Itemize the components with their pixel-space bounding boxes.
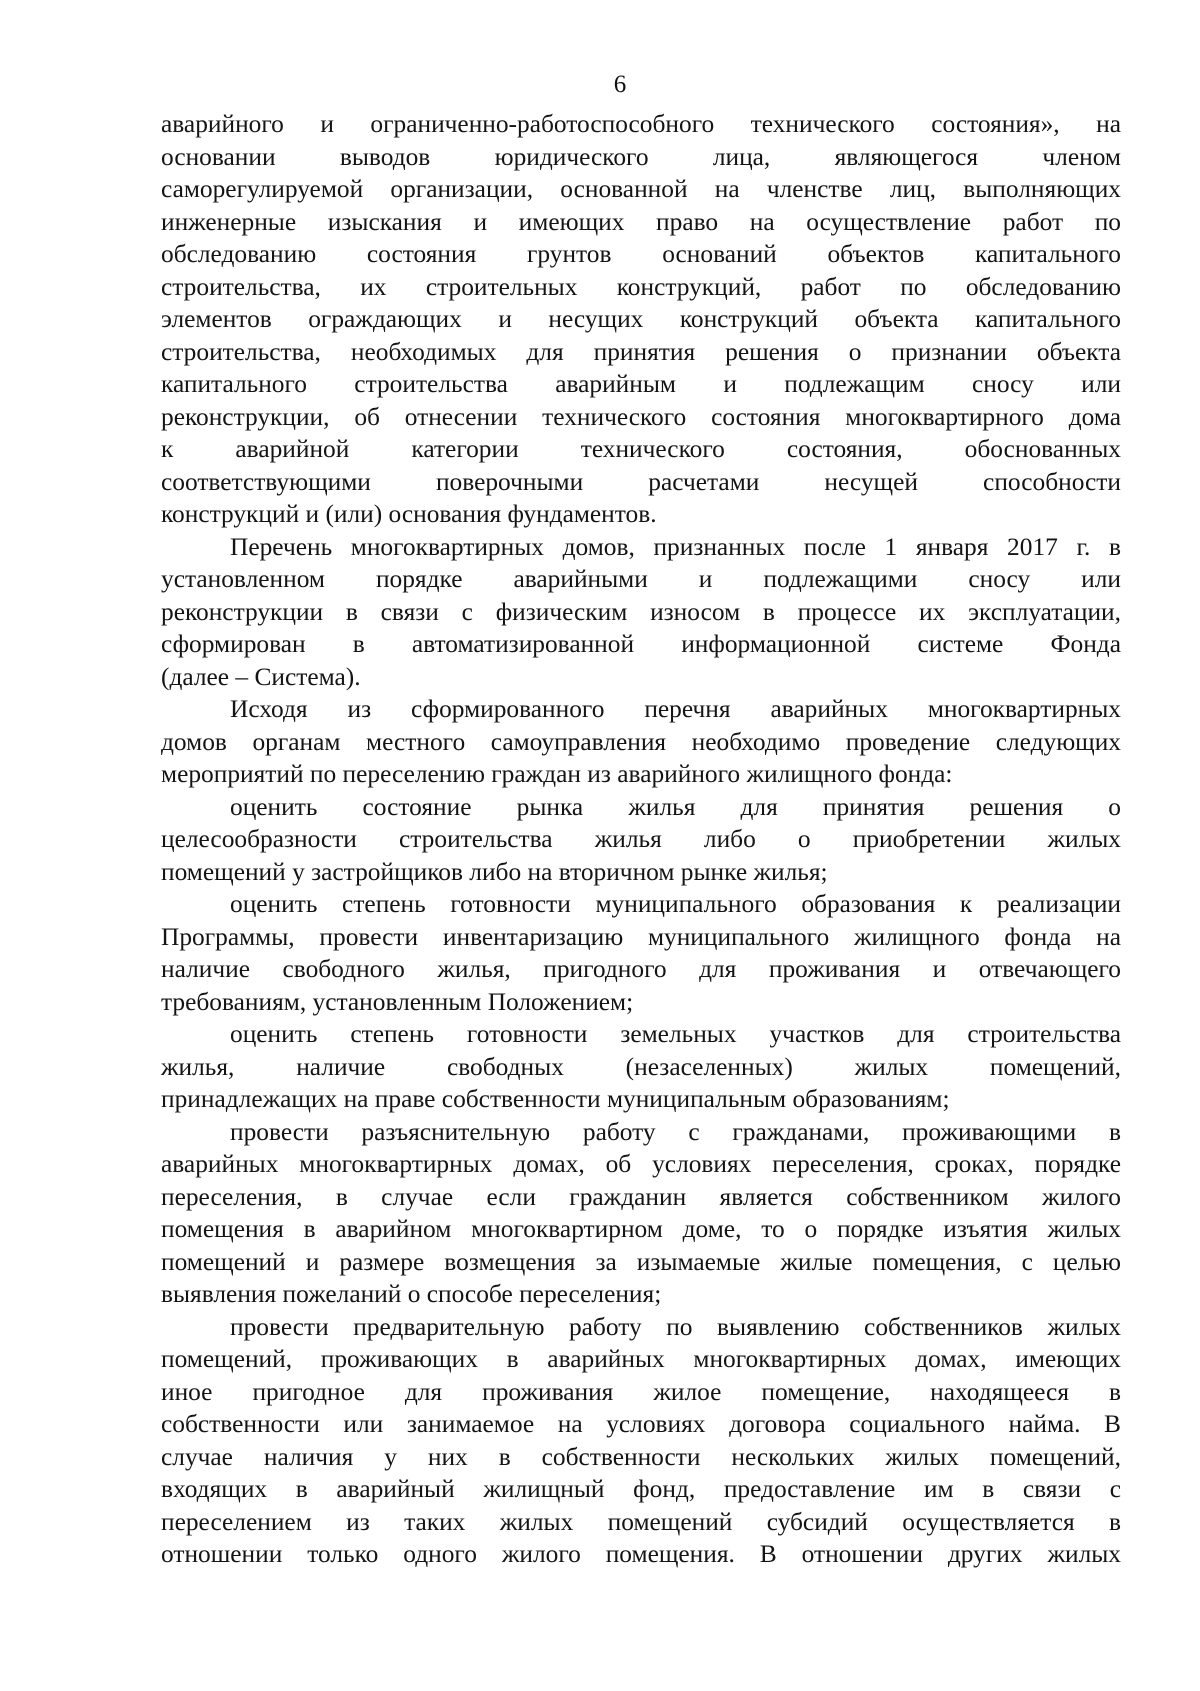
text-line: основании выводов юридического лица, являющегося членом [161, 142, 1121, 171]
text-line: реконструкции, об отнесении технического состояния многоквартирного дома [161, 402, 1121, 431]
text-line: провести разъяснительную работу с гражданами, проживающими в [230, 1117, 1121, 1146]
text-line: строительства, их строительных конструкций, работ по обследованию [161, 272, 1121, 301]
text-line: саморегулируемой организации, основанной на членстве лиц, выполняющих [161, 175, 1121, 203]
text-line: жилья, наличие свободных (незаселенных) жилых помещений, [161, 1052, 1121, 1081]
text-line: домов органам местного самоуправления необходимо проведение следующих [161, 727, 1121, 756]
text-line: Программы, провести инвентаризацию муниципального жилищного фонда на [161, 922, 1121, 951]
paragraph-emergency-criteria [161, 108, 1121, 531]
text-line: переселения, в случае если гражданин является собственником жилого [161, 1182, 1121, 1211]
text-line: помещений у застройщиков либо на вторичном рынке жилья; [161, 857, 828, 886]
paragraph-assess-readiness [161, 888, 1121, 1018]
text-line: выявления пожеланий о способе переселения; [161, 1280, 662, 1308]
text-line: собственности или занимаемое на условиях договора социального найма. В [161, 1410, 1121, 1438]
text-line: Перечень многоквартирных домов, признанных после 1 января 2017 г. в [230, 532, 1121, 561]
text-line: инженерные изыскания и имеющих право на осуществление работ по [161, 207, 1121, 236]
paragraph-assess-land-plots [161, 1018, 1121, 1116]
text-line: Исходя из сформированного перечня аварийных многоквартирных [230, 695, 1121, 723]
paragraph-assess-housing-market [161, 791, 1121, 889]
text-line: провести предварительную работу по выявлению собственников жилых [230, 1312, 1121, 1341]
text-line: оценить состояние рынка жилья для принятия решения о [230, 792, 1121, 821]
text-line: элементов ограждающих и несущих конструкций объекта капитального [161, 305, 1121, 333]
text-line: требованиям, установленным Положением; [161, 987, 634, 1016]
paragraph-explanatory-work [161, 1116, 1121, 1311]
text-line: капитального строительства аварийным и подлежащим сносу или [161, 370, 1121, 398]
text-line: сформирован в автоматизированной информационной системе Фонда [161, 630, 1121, 658]
text-line: оценить степень готовности земельных участков для строительства [230, 1020, 1121, 1048]
text-line: к аварийной категории технического состояния, обоснованных [161, 435, 1121, 463]
text-line: переселением из таких жилых помещений субсидий осуществляется в [161, 1507, 1121, 1536]
text-line: реконструкции в связи с физическим износом в процессе их эксплуатации, [161, 597, 1121, 626]
text-line: (далее – Система). [161, 662, 361, 691]
text-line: помещений и размере возмещения за изымаемые жилые помещения, с целью [161, 1247, 1121, 1276]
text-line: конструкций и (или) основания фундаментов. [161, 500, 657, 528]
text-line: помещения в аварийном многоквартирном доме, то о порядке изъятия жилых [161, 1215, 1121, 1243]
text-line: случае наличия у них в собственности нескольких жилых помещений, [161, 1442, 1121, 1471]
text-line: оценить степень готовности муниципального образования к реализации [230, 890, 1121, 918]
text-line: наличие свободного жилья, пригодного для проживания и отвечающего [161, 955, 1121, 983]
text-line: соответствующими поверочными расчетами несущей способности [161, 467, 1121, 496]
paragraph-preliminary-work [161, 1311, 1121, 1571]
text-line: установленном порядке аварийными и подлежащими сносу или [161, 565, 1121, 593]
text-line: иное пригодное для проживания жилое помещение, находящееся в [161, 1377, 1121, 1406]
text-line: целесообразности строительства жилья либо о приобретении жилых [161, 825, 1121, 853]
text-line: помещений, проживающих в аварийных многоквартирных домах, имеющих [161, 1345, 1121, 1373]
document-body [161, 108, 1121, 1571]
paragraph-list-of-houses [161, 531, 1121, 694]
text-line: аварийных многоквартирных домах, об условиях переселения, сроках, порядке [161, 1150, 1121, 1178]
text-line: обследованию состояния грунтов оснований объектов капитального [161, 240, 1121, 268]
text-line: аварийного и ограниченно-работоспособного технического состояния», на [161, 110, 1121, 138]
page-number: 6 [613, 71, 627, 98]
text-line: отношении только одного жилого помещения. В отношении других жилых [161, 1540, 1121, 1568]
text-line: принадлежащих на праве собственности муниципальным образованиям; [161, 1085, 950, 1113]
paragraph-required-measures [161, 693, 1121, 791]
text-line: входящих в аварийный жилищный фонд, предоставление им в связи с [161, 1475, 1121, 1503]
text-line: строительства, необходимых для принятия решения о признании объекта [161, 337, 1121, 366]
text-line: мероприятий по переселению граждан из аварийного жилищного фонда: [161, 760, 953, 788]
